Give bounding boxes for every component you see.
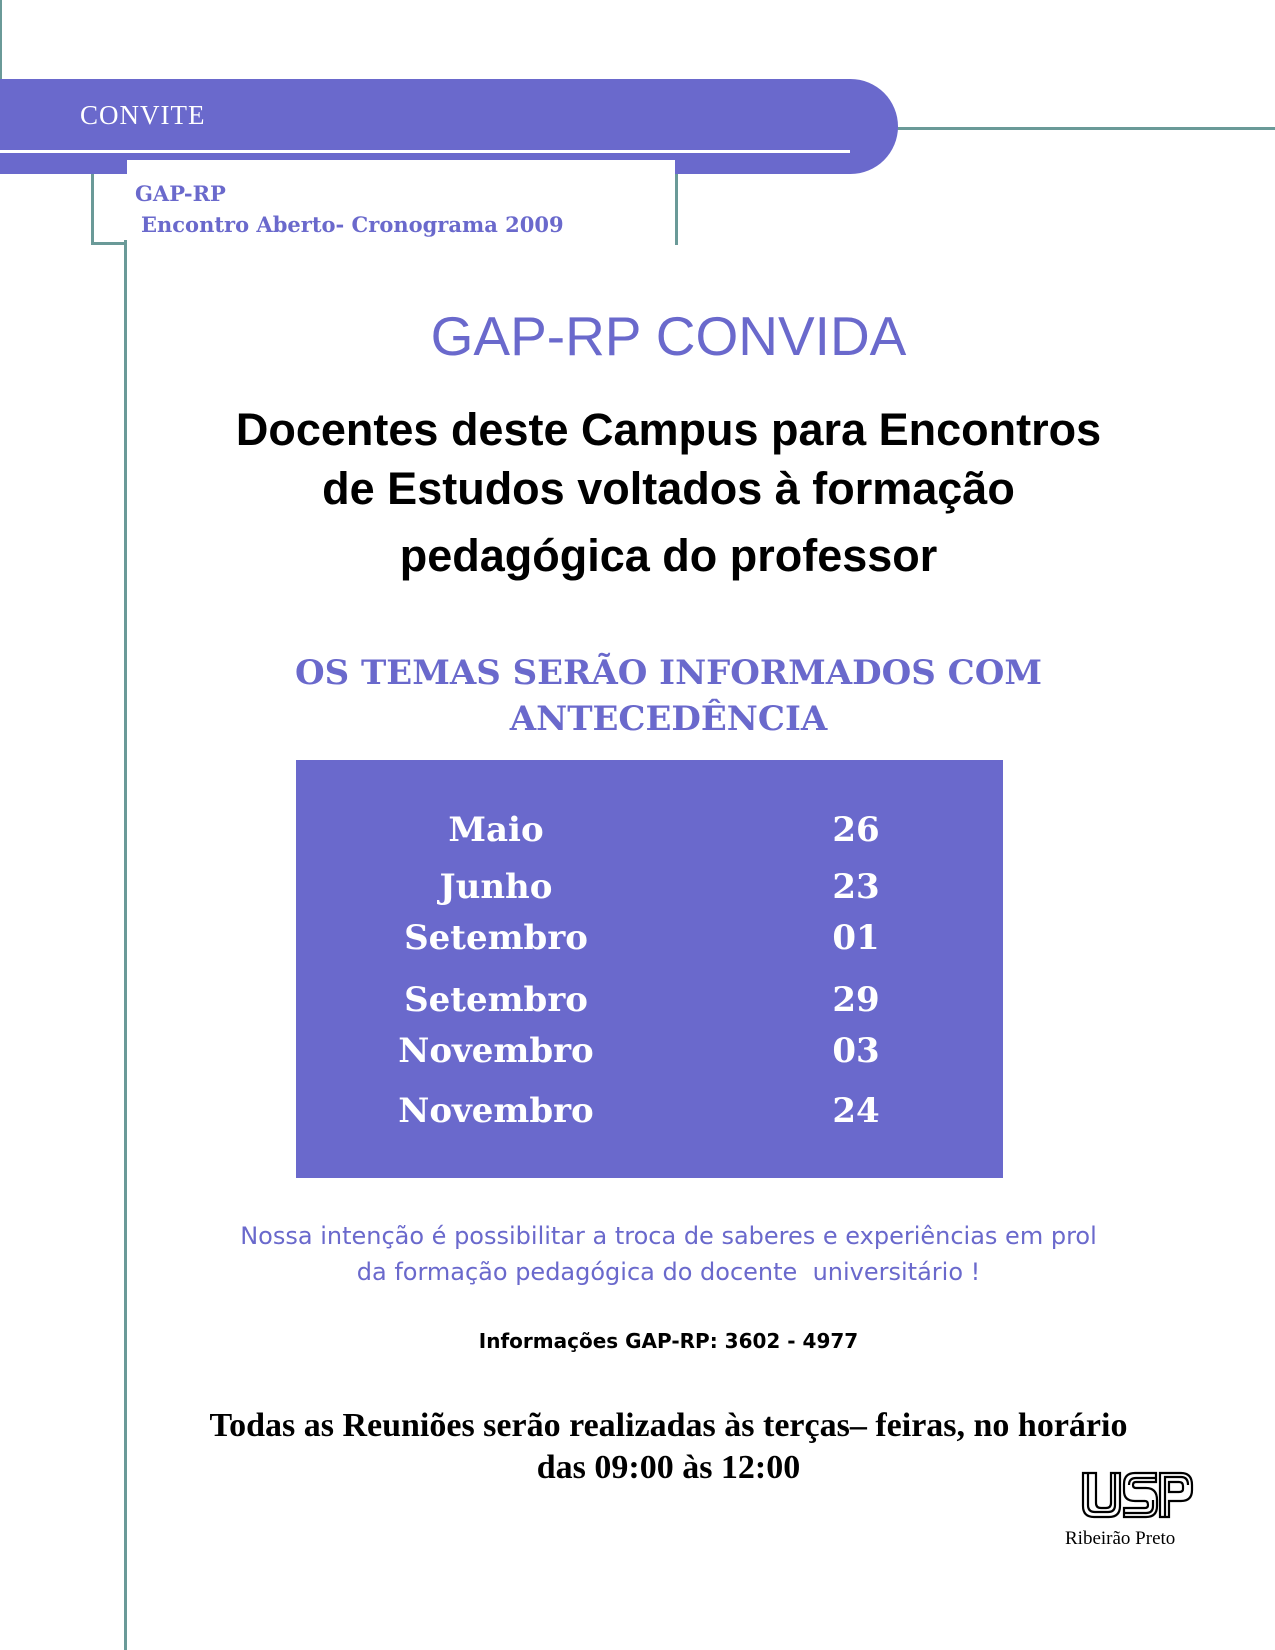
schedule-day: 26 [832, 810, 880, 850]
schedule-month: Junho [439, 867, 553, 907]
schedule-month: Novembro [398, 1091, 594, 1131]
frame-subtitle-right-line [675, 165, 678, 245]
usp-location-label: Ribeirão Preto [1065, 1528, 1176, 1549]
page-title: GAP-RP CONVIDA [430, 305, 907, 367]
schedule-table [296, 760, 1003, 1178]
schedule-month: Setembro [404, 918, 588, 958]
header-step [127, 160, 675, 174]
contact-info: Informações GAP-RP: 3602 - 4977 [478, 1329, 859, 1353]
intention-line: da formação pedagógica do docente universitário ! [356, 1258, 981, 1286]
schedule-day: 01 [832, 918, 880, 958]
intention-text [127, 1218, 1210, 1290]
header-label: CONVITE [80, 100, 206, 130]
invitation-line: pedagógica do professor [399, 530, 938, 581]
intention-line: Nossa intenção é possibilitar a troca de saberes e experiências em prol [240, 1222, 1097, 1250]
frame-edge-line [0, 0, 2, 80]
meeting-schedule-text [127, 1405, 1210, 1489]
schedule-day: 29 [832, 980, 880, 1020]
schedule-day: 24 [832, 1091, 880, 1131]
invitation-line: Docentes deste Campus para Encontros [235, 404, 1102, 455]
subtitle-group: GAP-RP [135, 181, 226, 206]
meeting-line: das 09:00 às 12:00 [536, 1449, 801, 1486]
frame-subtitle-bottom-line [91, 242, 127, 245]
frame-subtitle-left-line [91, 165, 94, 245]
invitation-line: de Estudos voltados à formação [322, 463, 1015, 514]
schedule-month: Setembro [404, 980, 588, 1020]
themes-line: ANTECEDÊNCIA [509, 699, 828, 739]
themes-notice [127, 650, 1210, 742]
subtitle-block [135, 178, 564, 240]
usp-logo [1080, 1470, 1195, 1522]
subtitle-text: Encontro Aberto- Cronograma 2009 [141, 212, 564, 237]
schedule-month: Maio [448, 810, 544, 850]
invitation-text [127, 400, 1210, 585]
themes-line: OS TEMAS SERÃO INFORMADOS COM [294, 653, 1042, 693]
header-underline [0, 150, 850, 153]
schedule-month: Novembro [398, 1031, 594, 1071]
schedule-day: 03 [832, 1031, 880, 1071]
schedule-day: 23 [832, 867, 880, 907]
meeting-line: Todas as Reuniões serão realizadas às terças– feiras, no horário [209, 1407, 1128, 1444]
frame-right-line [893, 127, 1275, 130]
